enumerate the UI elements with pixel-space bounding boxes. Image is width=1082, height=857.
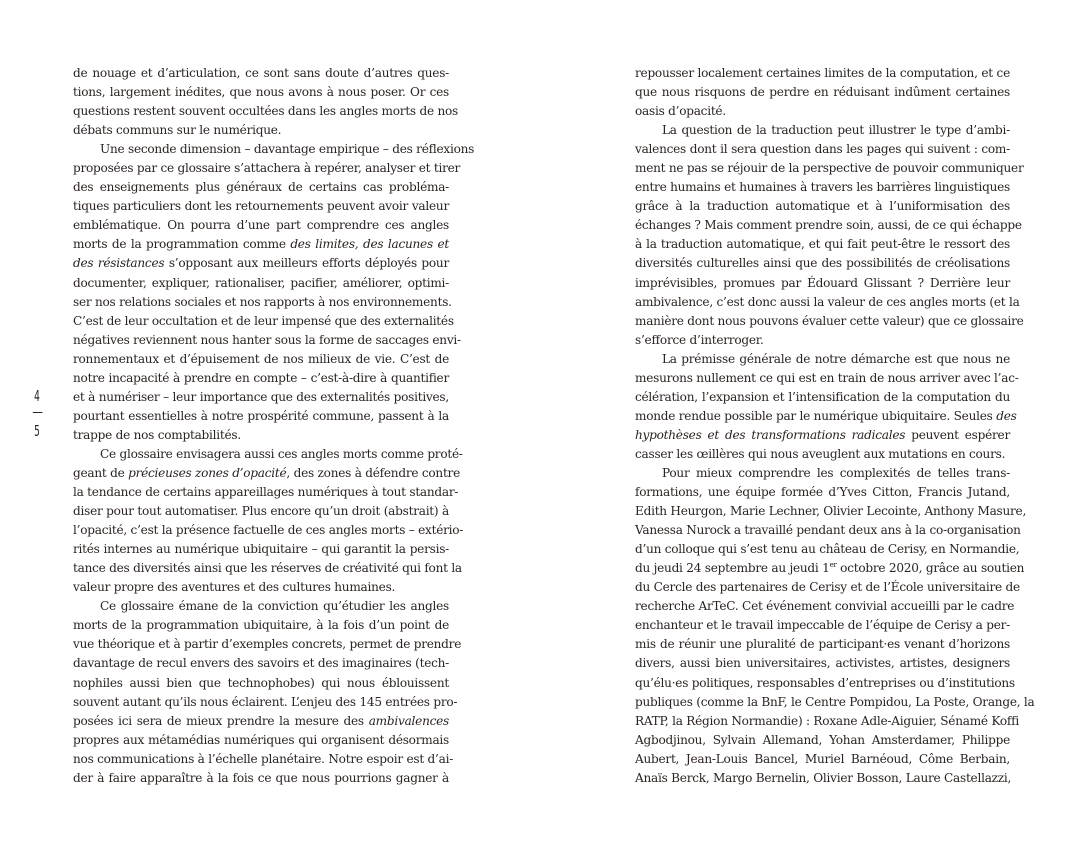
text-line: Pour mieux comprendre les complexités de telles trans-: [662, 465, 1010, 480]
text-line: d’un colloque qui s’est tenu au château de Cerisy, en Normandie,: [635, 542, 1020, 557]
text-line: notre incapacité à prendre en compte – c’est-à-dire à quantifier: [73, 370, 449, 385]
text-line: s’efforce d’interroger.: [635, 332, 764, 347]
text-line: la tendance de certains appareillages numériques à tout standar-: [73, 485, 459, 500]
text-line: Anaïs Berck, Margo Bernelin, Olivier Bosson, Laure Castellazzi,: [635, 770, 1012, 785]
text-line: Edith Heurgon, Marie Lechner, Olivier Lecointe, Anthony Masure,: [635, 504, 1027, 519]
text-line: entre humains et humaines à travers les barrières linguistiques: [635, 180, 1010, 195]
text-line: RATP, la Région Normandie) : Roxane Adle-Aiguier, Sénamé Koffi: [635, 713, 1019, 728]
text-line: [635, 559, 1025, 578]
page-folio: [33, 385, 41, 442]
superscript: er: [829, 561, 837, 570]
text-line: manière dont nous pouvons évaluer cette valeur) que ce glossaire: [635, 313, 1024, 328]
emphasis: ambivalences: [368, 713, 449, 728]
text-line: mis de réunir une pluralité de participant·es venant d’horizons: [635, 637, 1010, 652]
left-page-number: 4: [34, 387, 40, 405]
text-line: ment ne pas se réjouir de la perspective de pouvoir communiquer: [635, 161, 1024, 176]
text-run: peuvent espérer: [905, 427, 1010, 442]
emphasis: des limites, des lacunes et: [290, 237, 450, 252]
text-run: , des zones à défendre contre: [286, 465, 460, 480]
emphasis: précieuses zones d’opacité: [128, 465, 287, 480]
text-line: du Cercle des partenaires de Cerisy et de l’École universitaire de: [635, 580, 1020, 595]
text-line: repousser localement certaines limites de la computation, et ce: [635, 66, 1010, 80]
text-line: publiques (comme la BnF, le Centre Pompidou, La Poste, Orange, la: [635, 694, 1035, 709]
text-line: qu’élu·es politiques, responsables d’entreprises ou d’institutions: [635, 675, 1015, 690]
text-line: valeur propre des aventures et des cultures humaines.: [73, 580, 396, 595]
emphasis: des résistances: [73, 256, 165, 271]
text-line: négatives reviennent nous hanter sous la forme de saccages envi-: [73, 332, 461, 347]
text-run: posées ici sera de mieux prendre la mesure des: [73, 713, 369, 728]
text-line: tiques particuliers dont les retournements peuvent avoir valeur: [73, 199, 449, 214]
text-line: questions restent souvent occultées dans les angles morts de nos: [73, 104, 459, 119]
text-line: trappe de nos comptabilités.: [73, 427, 241, 442]
text-line: casser les œillères qui nous aveuglent aux mutations en cours.: [635, 446, 1006, 461]
text-line: diser pour tout automatiser. Plus encore qu’un droit (abstrait) à: [73, 504, 449, 519]
right-page-number: 5: [34, 422, 40, 440]
text-line: formations, une équipe formée d’Yves Citton, Francis Jutand,: [635, 485, 1010, 500]
text-line: La prémisse générale de notre démarche est que nous ne: [662, 351, 1010, 366]
text-run: octobre 2020, grâce au soutien: [836, 561, 1025, 576]
text-line: oasis d’opacité.: [635, 104, 726, 119]
text-line: recherche ArTeC. Cet événement convivial accueilli par le cadre: [635, 599, 1015, 614]
text-line: [73, 464, 460, 483]
text-line: imprévisibles, promues par Édouard Glissant ? Derrière leur: [635, 275, 1010, 290]
text-line: der à faire apparaître à la fois ce que nous pourrions gagner à: [73, 770, 449, 785]
text-line: C’est de leur occultation et de leur impensé que des externalités: [73, 313, 454, 328]
text-line: pourtant essentielles à notre prospérité commune, passent à la: [73, 408, 449, 423]
text-line: tions, largement inédites, que nous avons à nous poser. Or ces: [73, 85, 449, 100]
text-line: [73, 254, 449, 273]
text-line: Ce glossaire émane de la conviction qu’étudier les angles: [100, 599, 449, 614]
text-line: [635, 426, 1010, 445]
text-line: l’opacité, c’est la présence factuelle de ces angles morts – extério-: [73, 523, 464, 538]
text-line: Ce glossaire envisagera aussi ces angles morts comme proté-: [100, 446, 463, 461]
text-line: échanges ? Mais comment prendre soin, aussi, de ce qui échappe: [635, 218, 1022, 233]
text-line: et à numériser – leur importance que des externalités positives,: [73, 389, 449, 404]
text-line: enchanteur et le travail impeccable de l’équipe de Cerisy a per-: [635, 618, 1011, 633]
text-line: mesurons nullement ce qui est en train de nous arriver avec l’ac-: [635, 370, 1019, 385]
text-line: divers, aussi bien universitaires, activistes, artistes, designers: [635, 656, 1010, 671]
text-line: grâce à la traduction automatique et à l’uniformisation des: [635, 199, 1010, 214]
right-page-text: [635, 64, 1035, 788]
emphasis: des: [996, 408, 1017, 423]
text-line: emblématique. On pourra d’une part comprendre ces angles: [73, 218, 449, 233]
text-line: [73, 712, 449, 731]
text-line: vue théorique et à partir d’exemples concrets, permet de prendre: [73, 637, 462, 652]
text-line: documenter, expliquer, rationaliser, pacifier, améliorer, optimi-: [73, 275, 449, 290]
text-line: souvent autant qu’ils nous éclairent. L’enjeu des 145 entrées pro-: [73, 694, 458, 709]
left-page-text: [73, 64, 475, 788]
text-line: nophiles aussi bien que technophobes) qui nous éblouissent: [73, 675, 449, 690]
text-run: geant de: [73, 465, 129, 480]
text-line: nos communications à l’échelle planétaire. Notre espoir est d’ai-: [73, 751, 454, 766]
text-line: que nous risquons de perdre en réduisant indûment certaines: [635, 85, 1010, 100]
text-line: davantage de recul envers des savoirs et des imaginaires (tech-: [73, 656, 449, 671]
text-line: rités internes au numérique ubiquitaire – qui garantit la persis-: [73, 542, 449, 557]
text-line: ambivalence, c’est donc aussi la valeur de ces angles morts (et la: [635, 294, 1020, 309]
text-line: morts de la programmation ubiquitaire, à la fois d’un point de: [73, 618, 449, 633]
text-run: morts de la programmation comme: [73, 237, 291, 252]
text-line: Agbodjinou, Sylvain Allemand, Yohan Amsterdamer, Philippe: [635, 732, 1010, 747]
text-line: célération, l’expansion et l’intensification de la computation du: [635, 389, 1010, 404]
emphasis: hypothèses et des transformations radicales: [635, 427, 906, 442]
text-line: ser nos relations sociales et nos rapports à nos environnements.: [73, 294, 452, 309]
text-line: [73, 235, 449, 254]
text-run: du jeudi 24 septembre au jeudi 1: [635, 561, 830, 576]
text-run: monde rendue possible par le numérique ubiquitaire. Seules: [635, 408, 997, 423]
text-line: tance des diversités ainsi que les réserves de créativité qui font la: [73, 561, 462, 576]
text-line: Aubert, Jean-Louis Bancel, Muriel Barnéoud, Côme Berbain,: [635, 751, 1010, 766]
folio-divider: [33, 412, 43, 413]
text-line: de nouage et d’articulation, ce sont sans doute d’autres ques-: [73, 66, 449, 80]
text-line: débats communs sur le numérique.: [73, 123, 282, 138]
text-line: valences dont il sera question dans les pages qui suivent : com-: [635, 142, 1010, 157]
text-line: La question de la traduction peut illustrer le type d’ambi-: [662, 123, 1010, 138]
text-line: proposées par ce glossaire s’attachera à repérer, analyser et tirer: [73, 161, 461, 176]
text-line: Une seconde dimension – davantage empirique – des réflexions: [100, 142, 475, 157]
text-line: Vanessa Nurock a travaillé pendant deux ans à la co-organisation: [635, 523, 1021, 538]
text-line: propres aux métamédias numériques qui organisent désormais: [73, 732, 449, 747]
text-line: des enseignements plus généraux de certains cas probléma-: [73, 180, 449, 195]
text-line: à la traduction automatique, et qui fait peut-être le ressort des: [635, 237, 1010, 252]
text-line: ronnementaux et d’épuisement de nos milieux de vie. C’est de: [73, 351, 449, 366]
text-line: [635, 407, 1017, 426]
text-run: s’opposant aux meilleurs efforts déployés pour: [164, 256, 449, 271]
text-line: diversités culturelles ainsi que des possibilités de créolisations: [635, 256, 1010, 271]
